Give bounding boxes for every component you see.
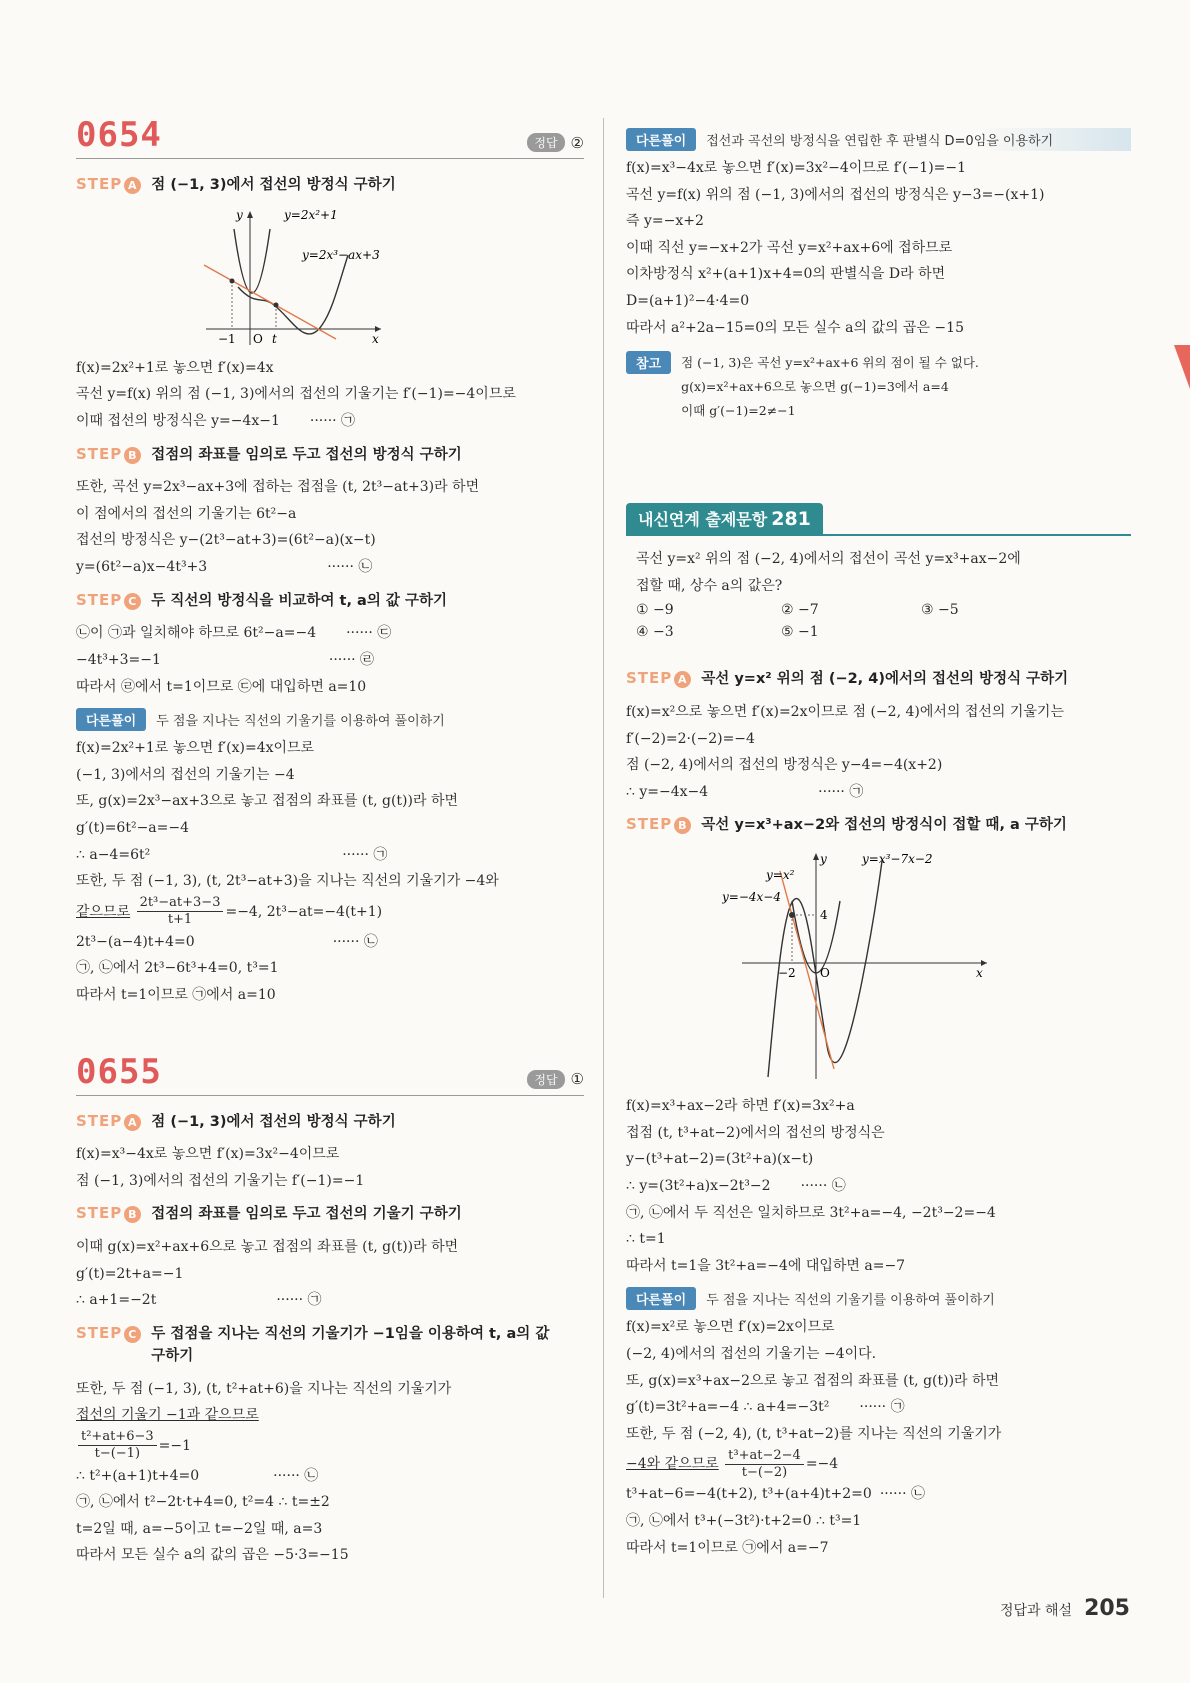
- solution-line: $\frac{\text{t²+at+6−3}}{t-(-1)}$ =−1: [76, 1429, 584, 1463]
- fraction: $\frac{\text{t³+at−2−4}}{t-(-2)}$: [725, 1448, 804, 1481]
- graph-origin: O: [820, 966, 830, 981]
- exam-header: [626, 503, 1131, 536]
- solution-line: 점 (−2, 4)에서의 접선의 방정식은 y−4=−4(x+2): [626, 757, 943, 774]
- solution-line: 접선의 기울기 −1과 같으므로: [76, 1407, 259, 1424]
- step-label: STEP B: [626, 815, 691, 834]
- graph-tick-t: t: [272, 331, 277, 346]
- answer-badge: 정답: [527, 133, 564, 152]
- solution-line: t=2일 때, a=−5이고 t=−2일 때, a=3: [76, 1520, 323, 1537]
- step-b: [76, 1204, 584, 1226]
- step-title: 곡선 y=x² 위의 점 (−2, 4)에서의 접선의 방정식 구하기: [701, 671, 1069, 688]
- step-title: 점 (−1, 3)에서 접선의 방정식 구하기: [151, 1113, 396, 1130]
- solution-line: ㉠, ㉡에서 t²−2t·t+4=0, t²=4 ∴ t=±2: [76, 1494, 330, 1511]
- solution-line: −4t³+3=−1 ······ ㉣: [76, 652, 375, 668]
- fraction: $\frac{\text{t²+at+6−3}}{t-(-1)}$: [78, 1429, 157, 1462]
- exam-problem: [626, 503, 1131, 649]
- solution-line: 2t³−(a−4)t+4=0 ······ ㉡: [76, 933, 378, 950]
- problem-number: 0655: [76, 1051, 162, 1092]
- choices: [636, 599, 1121, 643]
- step-title: 점 (−1, 3)에서 접선의 방정식 구하기: [151, 177, 396, 193]
- step-title: 접점의 좌표를 임의로 두고 접선의 방정식 구하기: [151, 446, 462, 463]
- page-footer: [1000, 1596, 1130, 1621]
- solution-line: f(x)=2x²+1로 놓으면 f′(x)=4x이므로: [76, 740, 315, 757]
- step-label: STEP C: [76, 591, 141, 610]
- problem-0655-header: [76, 1051, 584, 1096]
- solution-line: 따라서 모든 실수 a의 값의 곱은 −5·3=−15: [76, 1547, 349, 1564]
- solution-line: 또한, 곡선 y=2x³−ax+3에 접하는 접점을 (t, 2t³−at+3)라 하면: [76, 479, 480, 496]
- answer-value: ②: [570, 133, 584, 152]
- solution-line: ∴ t²+(a+1)t+4=0 ······ ㉡: [76, 1467, 319, 1484]
- answer: [527, 133, 584, 152]
- solution-line: 이때 직선 y=−x+2가 곡선 y=x²+ax+6에 접하므로: [626, 239, 953, 256]
- equation-tag: ······ ㉢: [346, 625, 392, 642]
- equation-tag: ······ ㉡: [327, 559, 373, 576]
- solution-line: t³+at−6=−4(t+2), t³+(a+4)t+2=0 ······ ㉡: [626, 1486, 925, 1503]
- solution-line: 또한, 두 점 (−2, 4), (t, t³+at−2)를 지나는 직선의 기울기가: [626, 1425, 1002, 1442]
- page-number: 205: [1084, 1596, 1130, 1621]
- solution-line: y−(t³+at−2)=(3t²+a)(x−t): [626, 1151, 814, 1168]
- note-line: 점 (−1, 3)은 곡선 y=x²+ax+6 위의 점이 될 수 없다.: [681, 355, 979, 371]
- solution-line: 이차방정식 x²+(a+1)x+4=0의 판별식을 D라 하면: [626, 266, 946, 283]
- step-a: [76, 1112, 584, 1134]
- solution-line: ㉡이 ㉠과 일치해야 하므로 6t²−a=−4 ······ ㉢: [76, 625, 392, 642]
- solution-line: g′(t)=2t+a=−1: [76, 1265, 184, 1282]
- solution-line: 곡선 y=f(x) 위의 점 (−1, 3)에서의 접선의 기울기는 f′(−1)=−4이므로: [76, 386, 516, 403]
- problem-0654-header: [76, 115, 584, 159]
- solution-line: y=(6t²−a)x−4t³+3 ······ ㉡: [76, 559, 373, 576]
- column-divider: [603, 118, 604, 1598]
- alt-solution-header: [76, 708, 584, 731]
- alt-badge: 다른풀이: [76, 708, 146, 731]
- step-title: 두 직선의 방정식을 비교하여 t, a의 값 구하기: [151, 592, 447, 609]
- alt-title: 두 점을 지나는 직선의 기울기를 이용하여 풀이하기: [156, 714, 445, 730]
- graph-tick-m2: −2: [778, 966, 796, 981]
- equation-tag: ······ ㉣: [328, 652, 375, 668]
- solution-line: (−2, 4)에서의 접선의 기울기는 −4이다.: [626, 1345, 877, 1362]
- solution-line: −4와 같으므로 $\frac{\text{t³+at−2−4}}{t-(-2)}$ =−4: [626, 1447, 839, 1480]
- solution-line: 곡선 y=f(x) 위의 점 (−1, 3)에서의 접선의 방정식은 y−3=−(x+1): [626, 186, 1045, 203]
- note-lines: [681, 351, 979, 423]
- solution-line: f(x)=x³+ax−2라 하면 f′(x)=3x²+a: [626, 1098, 855, 1115]
- exam-badge: 내신연계 출제문항 281: [626, 503, 823, 534]
- graph-x-axis-label: x: [976, 966, 983, 981]
- edge-tab-mark: [1174, 345, 1190, 389]
- answer-value: ①: [570, 1070, 584, 1089]
- note-line: g(x)=x²+ax+6으로 놓으면 g(−1)=3에서 a=4: [681, 379, 949, 395]
- solution-line: g′(t)=6t²−a=−4: [76, 819, 190, 836]
- choice: ⑤ −1: [781, 624, 819, 641]
- step-a: [76, 175, 584, 197]
- solution-line: 따라서 t=1을 3t²+a=−4에 대입하면 a=−7: [626, 1257, 906, 1274]
- solution-line: f(x)=x²으로 놓으면 f′(x)=2x이므로 점 (−2, 4)에서의 접선의 기울기는: [626, 704, 1064, 721]
- solution-line: f(x)=x³−4x로 놓으면 f′(x)=3x²−4이므로 f′(−1)=−1: [626, 160, 967, 176]
- step-b: [626, 815, 1131, 837]
- solution-line: 이 점에서의 접선의 기울기는 6t²−a: [76, 505, 297, 522]
- solution-line: g′(t)=3t²+a=−4 ∴ a+4=−3t² ······ ㉠: [626, 1399, 905, 1416]
- step-c: [76, 1324, 584, 1368]
- solution-line: ∴ y=(3t²+a)x−2t³−2 ······ ㉡: [626, 1178, 846, 1194]
- step-a: [626, 669, 1131, 691]
- solution-line: ∴ t=1: [626, 1231, 666, 1248]
- alt-badge: 다른풀이: [626, 128, 696, 151]
- left-column: [76, 115, 584, 1569]
- choice: ② −7: [781, 602, 819, 619]
- solution-line: 따라서 t=1이므로 ㉠에서 a=10: [76, 986, 276, 1003]
- solution-line: ㉠, ㉡에서 2t³−6t³+4=0, t³=1: [76, 960, 279, 977]
- solution-line: 따라서 ㉣에서 t=1이므로 ㉢에 대입하면 a=10: [76, 678, 367, 695]
- solution-line: 같으므로 $\frac{\text{2t³−at+3−3}}{t+1}$ =−4, 2t³−at=−4(t+1): [76, 895, 383, 928]
- graph-x-axis-label: x: [372, 331, 379, 346]
- solution-line: ∴ a+1=−2t ······ ㉠: [76, 1292, 322, 1309]
- right-column: [626, 118, 1131, 1561]
- solution-line: 또, g(x)=x³+ax−2으로 놓고 접점의 좌표를 (t, g(t))라 하면: [626, 1372, 1000, 1389]
- graph-tick-m1: −1: [218, 331, 236, 346]
- solution-line: ㉠, ㉡에서 t³+(−3t²)·t+2=0 ∴ t³=1: [626, 1512, 862, 1529]
- step-label: STEP C: [76, 1324, 141, 1343]
- solution-line: f(x)=2x²+1로 놓으면 f′(x)=4x: [76, 359, 274, 376]
- equation-tag: ······ ㉠: [342, 846, 388, 863]
- equation-tag: ······ ㉡: [800, 1178, 846, 1194]
- solution-line: 이때 g(x)=x²+ax+6으로 놓고 접점의 좌표를 (t, g(t))라 하면: [76, 1239, 459, 1256]
- solution-line: ㉠, ㉡에서 두 직선은 일치하므로 3t²+a=−4, −2t³−2=−4: [626, 1204, 996, 1221]
- step-c: [76, 591, 584, 613]
- solution-line: 따라서 a²+2a−15=0의 모든 실수 a의 값의 곱은 −15: [626, 319, 964, 336]
- alt-title: 접선과 곡선의 방정식을 연립한 후 판별식 D=0임을 이용하기: [706, 134, 1054, 149]
- solution-line: 접선의 방정식은 y−(2t³−at+3)=(6t²−a)(x−t): [76, 532, 376, 549]
- choice: ④ −3: [636, 624, 674, 641]
- graph-origin: O: [253, 331, 263, 346]
- graph-curve2-label: y=2x³−ax+3: [302, 247, 380, 262]
- solution-line: 이때 접선의 방정식은 y=−4x−1 ······ ㉠: [76, 412, 356, 429]
- question-line: 접할 때, 상수 a의 값은?: [636, 577, 783, 594]
- step-label: STEP A: [626, 669, 691, 688]
- step-label: STEP B: [76, 445, 141, 464]
- equation-tag: ······ ㉠: [309, 412, 356, 429]
- solution-line: 점 (−1, 3)에서의 접선의 기울기는 f′(−1)=−1: [76, 1172, 365, 1189]
- solution-line: f′(−2)=2·(−2)=−4: [626, 730, 755, 747]
- exam-body: [626, 536, 1131, 649]
- note-line: 이때 g′(−1)=2≠−1: [681, 403, 796, 419]
- graph-tick-4: 4: [820, 908, 828, 923]
- solution-line: (−1, 3)에서의 접선의 기울기는 −4: [76, 766, 295, 783]
- solution-line: 또, g(x)=2x³−ax+3으로 놓고 접점의 좌표를 (t, g(t))라 하면: [76, 793, 458, 810]
- step-title: 곡선 y=x³+ax−2와 접선의 방정식이 접할 때, a 구하기: [701, 817, 1067, 834]
- equation-tag: ······ ㉠: [276, 1292, 322, 1309]
- step-label: STEP B: [76, 1204, 141, 1223]
- graph-line-label: y=−4x−4: [722, 890, 781, 905]
- solution-line: 따라서 t=1이므로 ㉠에서 a=−7: [626, 1539, 829, 1556]
- answer-badge: 정답: [527, 1070, 564, 1089]
- solution-line: D=(a+1)²−4·4=0: [626, 292, 750, 309]
- solution-line: ∴ a−4=6t² ······ ㉠: [76, 846, 388, 863]
- graph-curve1-label: y=2x²+1: [284, 207, 338, 222]
- graph-y-axis-label: y: [820, 852, 827, 867]
- alt-badge: 다른풀이: [626, 1287, 696, 1310]
- step-label: STEP A: [76, 1112, 141, 1131]
- note-badge: 참고: [626, 351, 671, 374]
- equation-tag: ······ ㉡: [332, 933, 378, 950]
- choice: ① −9: [636, 602, 674, 619]
- solution-line: 즉 y=−x+2: [626, 213, 704, 230]
- alt-solution-header: [626, 128, 1131, 151]
- alt-title: 두 점을 지나는 직선의 기울기를 이용하여 풀이하기: [706, 1293, 995, 1309]
- solution-line: f(x)=x²로 놓으면 f′(x)=2x이므로: [626, 1319, 835, 1336]
- question-line: 곡선 y=x² 위의 점 (−2, 4)에서의 접선이 곡선 y=x³+ax−2에: [636, 551, 1021, 568]
- solution-line: 또한, 두 점 (−1, 3), (t, t²+at+6)을 지나는 직선의 기울기가: [76, 1380, 452, 1397]
- graph-281: [722, 851, 992, 1081]
- problem-number: 0654: [76, 115, 162, 155]
- graph-parabola-label: y=x²: [766, 868, 795, 883]
- equation-tag: ······ ㉠: [818, 783, 864, 800]
- solution-line: 접점 (t, t³+at−2)에서의 접선의 방정식은: [626, 1124, 885, 1141]
- step-label: STEP A: [76, 175, 141, 194]
- solution-line: f(x)=x³−4x로 놓으면 f′(x)=3x²−4이므로: [76, 1146, 340, 1163]
- step-title: 접점의 좌표를 임의로 두고 접선의 기울기 구하기: [151, 1206, 462, 1223]
- equation-tag: ······ ㉡: [273, 1467, 319, 1484]
- footer-label: 정답과 해설: [999, 1603, 1073, 1619]
- graph-y-axis-label: y: [236, 207, 243, 222]
- equation-tag: ······ ㉠: [859, 1399, 905, 1416]
- graph-cubic-label: y=x³−7x−2: [862, 852, 933, 867]
- note-box: [626, 351, 1131, 423]
- equation-tag: ······ ㉡: [879, 1486, 925, 1503]
- choice: ③ −5: [921, 602, 959, 619]
- graph-0654: [196, 207, 386, 347]
- step-b: [76, 445, 584, 467]
- alt-solution-header: [626, 1287, 1131, 1310]
- answer: [527, 1070, 584, 1089]
- solution-line: ∴ y=−4x−4 ······ ㉠: [626, 783, 864, 800]
- fraction: $\frac{\text{2t³−at+3−3}}{t+1}$: [137, 895, 224, 928]
- step-title: 두 접점을 지나는 직선의 기울기가 −1임을 이용하여 t, a의 값 구하기: [151, 1326, 550, 1364]
- solution-line: 또한, 두 점 (−1, 3), (t, 2t³−at+3)을 지나는 직선의 기울기가 −4와: [76, 873, 499, 890]
